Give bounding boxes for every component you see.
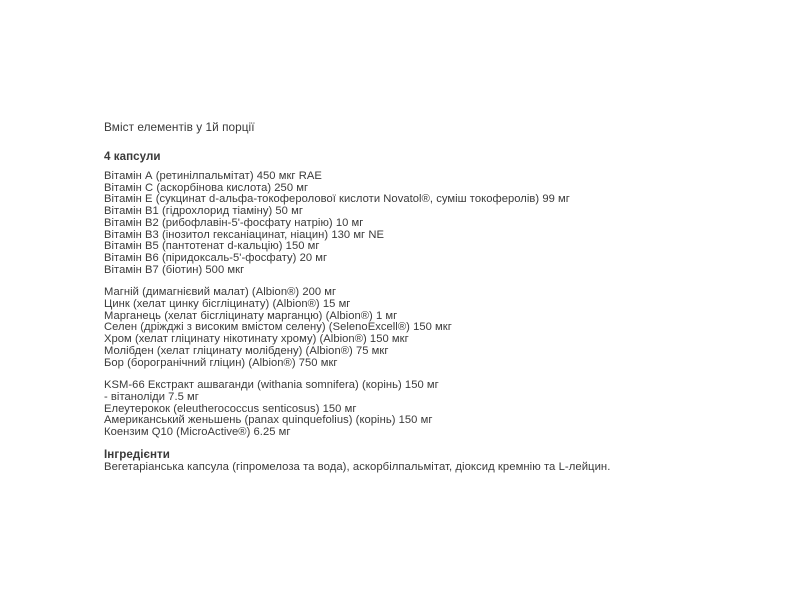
list-item: Вітамін В3 (інозитол гексаніацинат, ніацин) 130 мг NE: [104, 228, 384, 241]
ingredients-section: [104, 448, 784, 473]
ingredients-text: Вегетаріанська капсула (гіпромелоза та вода), аскорбілпальмітат, діоксид кремнію та L-лейцин.: [104, 460, 611, 473]
list-item: Молібден (хелат гліцинату молібдену) (Albion®) 75 мкг: [104, 344, 389, 357]
vitamins-list: [104, 171, 784, 276]
ingredients-title: Інгредієнти: [104, 447, 170, 461]
list-item: Вітамін В2 (рибофлавін-5'-фосфату натрію) 10 мг: [104, 216, 364, 229]
list-item: Вітамін Е (сукцинат d-альфа-токоферолової кислоти Novatol®, суміш токоферолів) 99 мг: [104, 193, 570, 206]
list-item: - вітаноліди 7.5 мг: [104, 390, 199, 403]
list-item: Вітамін В6 (піридоксаль-5'-фосфату) 20 мг: [104, 251, 328, 264]
minerals-list: [104, 287, 784, 369]
list-item: Вітамін С (аскорбінова кислота) 250 мг: [104, 181, 309, 194]
list-item: Вітамін В5 (пантотенат d-кальцію) 150 мг: [104, 240, 320, 253]
list-item: Американський женьшень (panax quinquefolius) (корінь) 150 мг: [104, 414, 433, 427]
list-item: KSM-66 Екстракт ашваганди (withania somnifera) (корінь) 150 мг: [104, 379, 439, 392]
list-item: Селен (дріжджі з високим вмістом селену) (SelenoExcell®) 150 мкг: [104, 321, 452, 334]
list-item: Хром (хелат гліцинату нікотинату хрому) (Albion®) 150 мкг: [104, 333, 409, 346]
list-item: Вітамін А (ретинілпальмітат) 450 мкг RAE: [104, 170, 322, 182]
list-item: Елеутерокок (eleutherococcus senticosus) 150 мг: [104, 402, 357, 415]
list-item: Вітамін В7 (біотин) 500 мкг: [104, 263, 245, 276]
list-item: Коензим Q10 (MicroActive®) 6.25 мг: [104, 426, 291, 439]
serving-size: 4 капсули: [104, 150, 161, 163]
extracts-list: [104, 380, 784, 439]
supplement-facts: [104, 120, 784, 473]
serving-content-heading: Вміст елементів у 1й порції: [104, 120, 255, 134]
list-item: Марганець (хелат бісгліцинату марганцю) (Albion®) 1 мг: [104, 309, 398, 322]
list-item: Вітамін В1 (гідрохлорид тіаміну) 50 мг: [104, 205, 303, 218]
list-item: Бор (борогранічний гліцин) (Albion®) 750 мкг: [104, 356, 338, 369]
list-item: Цинк (хелат цинку бісгліцинату) (Albion®) 15 мг: [104, 298, 351, 311]
list-item: Магній (димагнієвий малат) (Albion®) 200 мг: [104, 286, 337, 299]
